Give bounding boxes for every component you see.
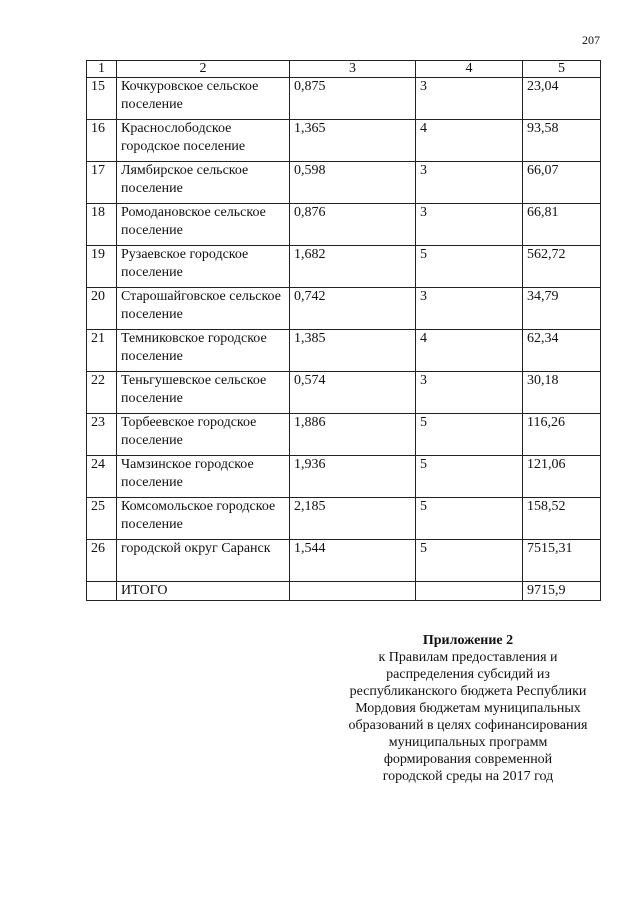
total-label-cell: ИТОГО: [117, 582, 290, 601]
table-row: [87, 120, 601, 162]
amount-cell: 93,58: [523, 120, 601, 162]
settlement-name-cell: Кочкуровское сельское поселение: [117, 78, 290, 120]
group-cell: 4: [416, 330, 523, 372]
settlement-name-cell: Чамзинское городское поселение: [117, 456, 290, 498]
appendix-line: формирования современной: [383, 752, 553, 767]
appendix-line: муниципальных программ: [388, 735, 548, 750]
table-row: [87, 540, 601, 582]
group-cell: 5: [416, 246, 523, 288]
table-row: [87, 204, 601, 246]
amount-cell: 34,79: [523, 288, 601, 330]
row-number-cell: 15: [87, 78, 117, 120]
table-row: [87, 498, 601, 540]
group-cell: 5: [416, 414, 523, 456]
coefficient-cell: 1,682: [290, 246, 416, 288]
amount-cell: 121,06: [523, 456, 601, 498]
coefficient-cell: 1,385: [290, 330, 416, 372]
header-cell-5: 5: [523, 61, 601, 78]
amount-cell: 66,07: [523, 162, 601, 204]
group-cell: 5: [416, 456, 523, 498]
row-number-cell: 21: [87, 330, 117, 372]
coefficient-cell: 1,544: [290, 540, 416, 582]
coefficient-cell: 0,875: [290, 78, 416, 120]
group-cell: 5: [416, 540, 523, 582]
total-coefficient-cell: [290, 582, 416, 601]
header-cell-4: 4: [416, 61, 523, 78]
row-number-cell: 18: [87, 204, 117, 246]
row-number-cell: 22: [87, 372, 117, 414]
header-cell-3: 3: [290, 61, 416, 78]
settlement-name-cell: Рузаевское городское поселение: [117, 246, 290, 288]
coefficient-cell: 1,365: [290, 120, 416, 162]
appendix-title: Приложение 2: [422, 633, 514, 648]
coefficient-cell: 1,936: [290, 456, 416, 498]
total-number-cell: [87, 582, 117, 601]
settlement-name-cell: Торбеевское городское поселение: [117, 414, 290, 456]
amount-cell: 7515,31: [523, 540, 601, 582]
amount-cell: 158,52: [523, 498, 601, 540]
coefficient-cell: 0,742: [290, 288, 416, 330]
group-cell: 3: [416, 288, 523, 330]
appendix-line: распределения субсидий из: [386, 667, 550, 682]
settlement-name-cell: Ромодановское сельское поселение: [117, 204, 290, 246]
appendix-caption: [330, 632, 606, 785]
settlement-name-cell: Темниковское городское поселение: [117, 330, 290, 372]
coefficient-cell: 0,598: [290, 162, 416, 204]
amount-cell: 62,34: [523, 330, 601, 372]
table-row: [87, 414, 601, 456]
row-number-cell: 20: [87, 288, 117, 330]
amount-cell: 30,18: [523, 372, 601, 414]
row-number-cell: 23: [87, 414, 117, 456]
group-cell: 3: [416, 372, 523, 414]
header-cell-1: 1: [87, 61, 117, 78]
settlement-name-cell: Старошайговское сельское поселение: [117, 288, 290, 330]
table-row: [87, 246, 601, 288]
table-row: [87, 456, 601, 498]
settlement-name-cell: Комсомольское городское поселение: [117, 498, 290, 540]
amount-cell: 66,81: [523, 204, 601, 246]
table-row: [87, 78, 601, 120]
group-cell: 3: [416, 204, 523, 246]
amount-cell: 562,72: [523, 246, 601, 288]
table-body: [87, 61, 601, 601]
settlement-name-cell: Лямбирское сельское поселение: [117, 162, 290, 204]
coefficient-cell: 2,185: [290, 498, 416, 540]
appendix-line: городской среды на 2017 год: [382, 769, 554, 784]
row-number-cell: 17: [87, 162, 117, 204]
appendix-line: республиканского бюджета Республики: [349, 684, 587, 699]
group-cell: 4: [416, 120, 523, 162]
row-number-cell: 19: [87, 246, 117, 288]
coefficient-cell: 0,876: [290, 204, 416, 246]
settlement-name-cell: Краснослободское городское поселение: [117, 120, 290, 162]
table-row: [87, 162, 601, 204]
group-cell: 5: [416, 498, 523, 540]
table-header-row: [87, 61, 601, 78]
total-group-cell: [416, 582, 523, 601]
table-row: [87, 330, 601, 372]
settlement-name-cell: городской округ Саранск: [117, 540, 290, 582]
subsidy-table: [86, 60, 601, 601]
appendix-line: Мордовия бюджетам муниципальных: [355, 701, 581, 716]
row-number-cell: 26: [87, 540, 117, 582]
group-cell: 3: [416, 78, 523, 120]
settlement-name-cell: Теньгушевское сельское поселение: [117, 372, 290, 414]
table-row: [87, 288, 601, 330]
table-row: [87, 372, 601, 414]
appendix-line: образований в целях софинансирования: [348, 718, 588, 733]
row-number-cell: 25: [87, 498, 117, 540]
amount-cell: 23,04: [523, 78, 601, 120]
total-row: [87, 582, 601, 601]
page-number: 207: [582, 33, 600, 47]
group-cell: 3: [416, 162, 523, 204]
coefficient-cell: 0,574: [290, 372, 416, 414]
row-number-cell: 16: [87, 120, 117, 162]
appendix-text: [330, 649, 606, 785]
total-amount-cell: 9715,9: [523, 582, 601, 601]
header-cell-2: 2: [117, 61, 290, 78]
row-number-cell: 24: [87, 456, 117, 498]
amount-cell: 116,26: [523, 414, 601, 456]
appendix-line: к Правилам предоставления и: [378, 650, 558, 665]
coefficient-cell: 1,886: [290, 414, 416, 456]
